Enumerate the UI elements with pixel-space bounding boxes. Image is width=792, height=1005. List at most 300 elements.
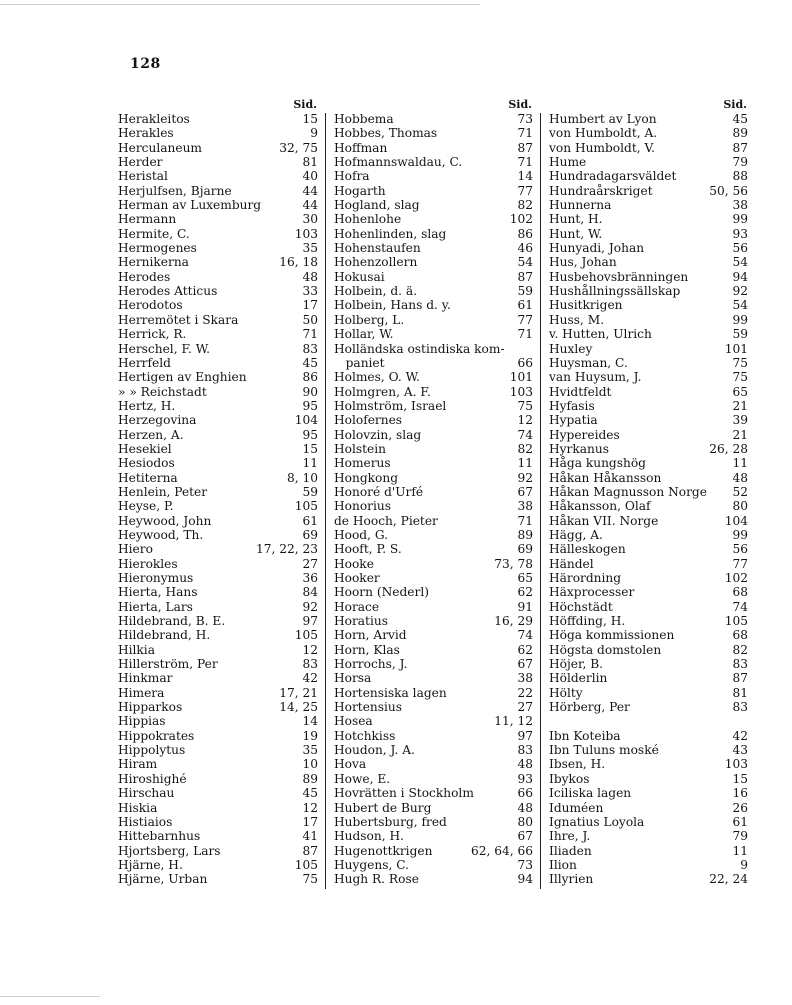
index-entry xyxy=(549,385,748,399)
entry-pages: 87 xyxy=(732,140,748,155)
entry-pages: 74 xyxy=(732,599,748,614)
index-entry xyxy=(118,284,318,298)
entry-name: Hyrkanus xyxy=(549,441,609,456)
entry-pages: 11 xyxy=(732,456,748,471)
entry-name: Härordning xyxy=(549,571,622,585)
index-entry xyxy=(549,772,748,786)
entry-name: Händel xyxy=(549,556,594,571)
entry-name: Hume xyxy=(549,155,587,170)
entry-pages: 105 xyxy=(294,857,318,872)
index-column-3 xyxy=(549,98,748,887)
index-entry xyxy=(549,571,748,585)
entry-name: Hubertsburg, fred xyxy=(334,814,447,829)
entry-pages: 103 xyxy=(509,384,533,399)
entry-name: v. Hutten, Ulrich xyxy=(549,327,652,342)
entry-pages: 99 xyxy=(732,312,748,327)
entry-name: Husitkrigen xyxy=(549,298,623,313)
entry-name: Hierta, Hans xyxy=(118,585,198,600)
index-entry xyxy=(334,169,533,183)
entry-pages: 14 xyxy=(517,169,533,184)
entry-name: Hermite, C. xyxy=(118,226,190,241)
index-entry xyxy=(118,399,318,413)
entry-pages: 62 xyxy=(517,642,533,657)
index-entry xyxy=(549,471,748,485)
entry-pages: 101 xyxy=(509,370,533,385)
index-entry xyxy=(118,628,318,642)
index-entry xyxy=(549,557,748,571)
entry-name: Holmgren, A. F. xyxy=(334,384,431,399)
entry-name: Holbein, d. ä. xyxy=(334,284,418,299)
entry-name: Holmström, Israel xyxy=(334,398,447,413)
entry-name: Hiero xyxy=(118,542,153,557)
entry-name: Iduméen xyxy=(549,800,604,815)
entry-pages: 92 xyxy=(732,284,748,299)
entry-pages: 45 xyxy=(302,786,318,801)
index-entry xyxy=(118,571,318,585)
entry-name: Herzen, A. xyxy=(118,427,184,442)
index-entry xyxy=(334,829,533,843)
index-entry xyxy=(118,112,318,126)
entry-name: Ihre, J. xyxy=(549,829,591,844)
entry-name: Hofra xyxy=(334,169,370,184)
index-entry xyxy=(334,858,533,872)
index-entry xyxy=(334,342,533,356)
column-header-sid: Sid. xyxy=(508,98,532,111)
entry-name: Hildebrand, H. xyxy=(118,628,211,643)
entry-name: Häxprocesser xyxy=(549,585,635,600)
index-entry xyxy=(549,413,748,427)
entry-pages: 32, 75 xyxy=(279,140,318,155)
entry-name: Hernikerna xyxy=(118,255,189,270)
entry-pages: 75 xyxy=(302,872,318,887)
index-entry xyxy=(118,227,318,241)
index-entry xyxy=(118,600,318,614)
entry-name: Herrfeld xyxy=(118,355,171,370)
index-entry xyxy=(118,413,318,427)
entry-pages: 38 xyxy=(517,671,533,686)
entry-name: Horsa xyxy=(334,671,372,686)
index-entry xyxy=(334,456,533,470)
index-entry xyxy=(334,772,533,786)
index-entry xyxy=(334,471,533,485)
index-entry xyxy=(549,786,748,800)
entry-name: Hyfasis xyxy=(549,398,595,413)
index-entry xyxy=(334,356,533,370)
entry-name: Holovzin, slag xyxy=(334,427,422,442)
entry-pages: 45 xyxy=(732,112,748,126)
index-entry xyxy=(118,428,318,442)
entry-pages: 87 xyxy=(302,843,318,858)
entry-pages: 54 xyxy=(732,298,748,313)
index-entry xyxy=(118,686,318,700)
entry-pages: 68 xyxy=(732,585,748,600)
index-entry xyxy=(334,743,533,757)
index-entry xyxy=(334,844,533,858)
entry-name: Hoffman xyxy=(334,140,388,155)
entry-pages: 69 xyxy=(302,527,318,542)
entry-name: Hova xyxy=(334,757,367,772)
entry-name: Hoorn (Nederl) xyxy=(334,585,429,600)
index-entry xyxy=(549,729,748,743)
entry-name: Hörberg, Per xyxy=(549,700,630,715)
entry-pages: 77 xyxy=(732,556,748,571)
entry-name: Herzegovina xyxy=(118,413,197,428)
entry-name: Huxley xyxy=(549,341,593,356)
index-entry xyxy=(549,700,748,714)
index-entry xyxy=(118,772,318,786)
index-entry xyxy=(334,528,533,542)
entry-pages: 105 xyxy=(294,628,318,643)
index-entry xyxy=(118,485,318,499)
entry-pages: 83 xyxy=(302,341,318,356)
entry-pages: 75 xyxy=(732,370,748,385)
entry-name: Hooker xyxy=(334,571,380,585)
entry-name: Herodes xyxy=(118,269,171,284)
entry-name: Hortensius xyxy=(334,700,403,715)
index-entry xyxy=(334,757,533,771)
entry-name: Hollar, W. xyxy=(334,327,394,342)
entry-pages: 83 xyxy=(517,743,533,758)
page-number: 128 xyxy=(130,56,161,72)
entry-name: Hofmannswaldau, C. xyxy=(334,155,463,170)
entry-pages: 77 xyxy=(517,312,533,327)
index-column-2 xyxy=(334,98,533,887)
entry-name: Hildebrand, B. E. xyxy=(118,614,226,629)
entry-name: Hermogenes xyxy=(118,241,197,256)
entry-pages: 92 xyxy=(517,470,533,485)
index-entry xyxy=(549,614,748,628)
entry-pages: 73 xyxy=(517,112,533,126)
entry-pages: 86 xyxy=(517,226,533,241)
index-entry xyxy=(118,241,318,255)
entry-pages: 14, 25 xyxy=(279,700,318,715)
column-divider xyxy=(325,113,326,889)
entry-pages: 105 xyxy=(294,499,318,514)
entry-pages: 61 xyxy=(732,814,748,829)
entry-name: Hugenottkrigen xyxy=(334,843,433,858)
entry-pages: 65 xyxy=(517,571,533,585)
index-entry xyxy=(334,126,533,140)
index-entry xyxy=(334,212,533,226)
index-entry xyxy=(334,628,533,642)
entry-name: Howe, E. xyxy=(334,771,391,786)
index-entry xyxy=(334,643,533,657)
entry-name: Houdon, J. A. xyxy=(334,743,415,758)
index-entry xyxy=(118,614,318,628)
entry-pages: 59 xyxy=(302,484,318,499)
entry-pages: 11 xyxy=(517,456,533,471)
entry-pages: 10 xyxy=(302,757,318,772)
entry-pages: 17 xyxy=(302,814,318,829)
index-entry xyxy=(334,112,533,126)
entry-name: de Hooch, Pieter xyxy=(334,513,438,528)
entry-name: Hohenzollern xyxy=(334,255,418,270)
index-entry xyxy=(334,786,533,800)
entry-name: Ibn Tuluns moské xyxy=(549,743,659,758)
entry-pages: 14 xyxy=(302,714,318,729)
index-entry xyxy=(549,198,748,212)
entry-name: Hesiodos xyxy=(118,456,175,471)
index-entry xyxy=(334,571,533,585)
bottom-rule xyxy=(0,996,100,997)
index-entry xyxy=(334,255,533,269)
index-entry xyxy=(549,227,748,241)
entry-pages: 93 xyxy=(517,771,533,786)
entry-pages: 36 xyxy=(302,571,318,585)
entry-name: Hägg, A. xyxy=(549,527,603,542)
index-entry xyxy=(549,169,748,183)
index-entry xyxy=(549,370,748,384)
entry-pages: 35 xyxy=(302,743,318,758)
index-column-1 xyxy=(118,98,318,887)
entry-list xyxy=(118,112,318,887)
index-entry xyxy=(549,757,748,771)
index-entry xyxy=(334,585,533,599)
index-entry xyxy=(549,801,748,815)
entry-name: Herrick, R. xyxy=(118,327,187,342)
index-entry xyxy=(549,141,748,155)
entry-pages: 95 xyxy=(302,398,318,413)
index-entry xyxy=(549,298,748,312)
entry-name: Horatius xyxy=(334,614,388,629)
entry-pages: 17, 21 xyxy=(279,685,318,700)
index-entry xyxy=(334,485,533,499)
entry-pages: 26 xyxy=(732,800,748,815)
entry-name: Honorius xyxy=(334,499,391,514)
entry-pages: 44 xyxy=(302,183,318,198)
entry-pages: 42 xyxy=(732,728,748,743)
entry-pages: 45 xyxy=(302,355,318,370)
index-entry xyxy=(334,801,533,815)
index-entry xyxy=(549,342,748,356)
entry-name: Horrochs, J. xyxy=(334,657,408,672)
entry-pages: 87 xyxy=(517,140,533,155)
index-entry xyxy=(334,399,533,413)
entry-pages: 59 xyxy=(517,284,533,299)
entry-name: Hohenstaufen xyxy=(334,241,421,256)
entry-name: Hierokles xyxy=(118,556,178,571)
entry-name: Hipparkos xyxy=(118,700,183,715)
entry-name: Ibykos xyxy=(549,771,590,786)
entry-name: Himera xyxy=(118,685,165,700)
index-entry xyxy=(118,184,318,198)
index-entry xyxy=(334,413,533,427)
entry-pages: 71 xyxy=(302,327,318,342)
entry-name: Hood, G. xyxy=(334,527,389,542)
entry-name: Hunt, H. xyxy=(549,212,603,227)
index-entry xyxy=(334,815,533,829)
index-entry xyxy=(118,858,318,872)
index-entry xyxy=(118,141,318,155)
entry-pages: 68 xyxy=(732,628,748,643)
entry-pages: 101 xyxy=(724,341,748,356)
entry-name: Högsta domstolen xyxy=(549,642,662,657)
entry-pages: 16, 29 xyxy=(494,614,533,629)
index-entry xyxy=(549,514,748,528)
entry-pages: 54 xyxy=(732,255,748,270)
entry-pages: 9 xyxy=(740,857,748,872)
entry-pages: 11 xyxy=(732,843,748,858)
entry-pages: 71 xyxy=(517,513,533,528)
entry-name: Hirschau xyxy=(118,786,175,801)
entry-pages: 97 xyxy=(517,728,533,743)
index-entry xyxy=(334,370,533,384)
entry-name: Illyrien xyxy=(549,872,594,887)
index-entry xyxy=(118,255,318,269)
entry-name: Hogarth xyxy=(334,183,386,198)
index-entry xyxy=(118,385,318,399)
entry-name: Holberg, L. xyxy=(334,312,405,327)
entry-name: Hunt, W. xyxy=(549,226,603,241)
entry-pages: 50 xyxy=(302,312,318,327)
entry-name: paniet xyxy=(334,355,385,370)
entry-name: Höffding, H. xyxy=(549,614,626,629)
index-entry xyxy=(334,428,533,442)
entry-pages: 48 xyxy=(517,757,533,772)
entry-pages: 50, 56 xyxy=(709,183,748,198)
entry-pages: 77 xyxy=(517,183,533,198)
entry-pages: 54 xyxy=(517,255,533,270)
entry-pages: 99 xyxy=(732,212,748,227)
entry-pages: 22, 24 xyxy=(709,872,748,887)
index-entry xyxy=(334,686,533,700)
index-entry xyxy=(549,327,748,341)
entry-pages: 71 xyxy=(517,126,533,141)
entry-name: Honoré d'Urfé xyxy=(334,484,424,499)
index-entry xyxy=(118,786,318,800)
entry-pages: 12 xyxy=(517,413,533,428)
entry-pages: 93 xyxy=(732,226,748,241)
entry-pages: 86 xyxy=(302,370,318,385)
index-entry xyxy=(549,872,748,886)
entry-name: Herremötet i Skara xyxy=(118,312,239,327)
entry-pages: 65 xyxy=(732,384,748,399)
index-entry xyxy=(334,729,533,743)
index-entry xyxy=(334,600,533,614)
index-entry xyxy=(334,557,533,571)
index-entry xyxy=(549,442,748,456)
entry-name: Herder xyxy=(118,155,163,170)
entry-name: Hundraårskriget xyxy=(549,183,653,198)
entry-name: Holländska ostindiska kom- xyxy=(334,341,505,356)
entry-pages: 69 xyxy=(517,542,533,557)
index-entry xyxy=(549,858,748,872)
entry-name: Hypatia xyxy=(549,413,598,428)
index-entry xyxy=(549,212,748,226)
entry-pages: 103 xyxy=(724,757,748,772)
entry-name: Hongkong xyxy=(334,470,398,485)
index-entry xyxy=(549,155,748,169)
index-entry xyxy=(118,198,318,212)
entry-pages: 82 xyxy=(517,441,533,456)
entry-name: Hudson, H. xyxy=(334,829,404,844)
entry-pages: 62 xyxy=(517,585,533,600)
index-entry xyxy=(118,499,318,513)
index-entry xyxy=(118,442,318,456)
entry-name: Horace xyxy=(334,599,380,614)
index-entry xyxy=(118,370,318,384)
entry-pages: 33 xyxy=(302,284,318,299)
entry-pages: 16, 18 xyxy=(279,255,318,270)
index-entry xyxy=(334,298,533,312)
index-entry xyxy=(118,528,318,542)
entry-name: Håkan Håkansson xyxy=(549,470,662,485)
entry-pages: 15 xyxy=(302,112,318,126)
entry-pages: 71 xyxy=(517,155,533,170)
entry-pages: 92 xyxy=(302,599,318,614)
index-entry xyxy=(334,270,533,284)
entry-pages: 94 xyxy=(732,269,748,284)
index-entry xyxy=(549,428,748,442)
index-entry xyxy=(118,729,318,743)
index-entry xyxy=(549,456,748,470)
entry-name: Hiroshighé xyxy=(118,771,187,786)
entry-pages: 104 xyxy=(294,413,318,428)
entry-name: Hypereides xyxy=(549,427,620,442)
entry-name: Herodes Atticus xyxy=(118,284,218,299)
index-entry xyxy=(118,169,318,183)
index-entry xyxy=(549,112,748,126)
entry-name: von Humboldt, V. xyxy=(549,140,656,155)
entry-name: Hilkia xyxy=(118,642,155,657)
index-entry xyxy=(549,356,748,370)
index-entry xyxy=(118,815,318,829)
entry-name: Holbein, Hans d. y. xyxy=(334,298,451,313)
index-entry xyxy=(549,184,748,198)
index-entry xyxy=(334,313,533,327)
index-entry xyxy=(334,872,533,886)
entry-pages: 56 xyxy=(732,542,748,557)
index-entry xyxy=(118,514,318,528)
index-entry xyxy=(334,671,533,685)
entry-pages: 15 xyxy=(302,441,318,456)
entry-name: Hunyadi, Johan xyxy=(549,241,645,256)
index-entry xyxy=(549,743,748,757)
entry-pages: 48 xyxy=(732,470,748,485)
entry-pages: 105 xyxy=(724,614,748,629)
entry-pages: 15 xyxy=(732,771,748,786)
entry-pages: 56 xyxy=(732,241,748,256)
entry-pages: 83 xyxy=(732,700,748,715)
entry-name: Herculaneum xyxy=(118,140,202,155)
index-entry xyxy=(118,657,318,671)
entry-name: Heywood, Th. xyxy=(118,527,204,542)
entry-name: Homerus xyxy=(334,456,391,471)
entry-name: Hobbes, Thomas xyxy=(334,126,438,141)
entry-name: Herman av Luxemburg xyxy=(118,198,262,213)
column-header-sid: Sid. xyxy=(723,98,747,111)
entry-pages: 9 xyxy=(310,126,318,141)
entry-name: Hölty xyxy=(549,685,583,700)
entry-list xyxy=(334,112,533,887)
index-entry xyxy=(118,801,318,815)
index-entry xyxy=(334,198,533,212)
entry-name: Hippolytus xyxy=(118,743,186,758)
entry-pages: 82 xyxy=(732,642,748,657)
entry-name: Hieronymus xyxy=(118,571,194,585)
entry-pages: 75 xyxy=(732,355,748,370)
entry-name: Herakles xyxy=(118,126,174,141)
entry-name: Hjärne, Urban xyxy=(118,872,208,887)
entry-pages: 44 xyxy=(302,198,318,213)
entry-pages: 48 xyxy=(517,800,533,815)
index-entry xyxy=(334,184,533,198)
index-entry xyxy=(549,657,748,671)
entry-pages: 67 xyxy=(517,484,533,499)
entry-name: Hjortsberg, Lars xyxy=(118,843,221,858)
entry-pages: 84 xyxy=(302,585,318,600)
entry-pages: 19 xyxy=(302,728,318,743)
